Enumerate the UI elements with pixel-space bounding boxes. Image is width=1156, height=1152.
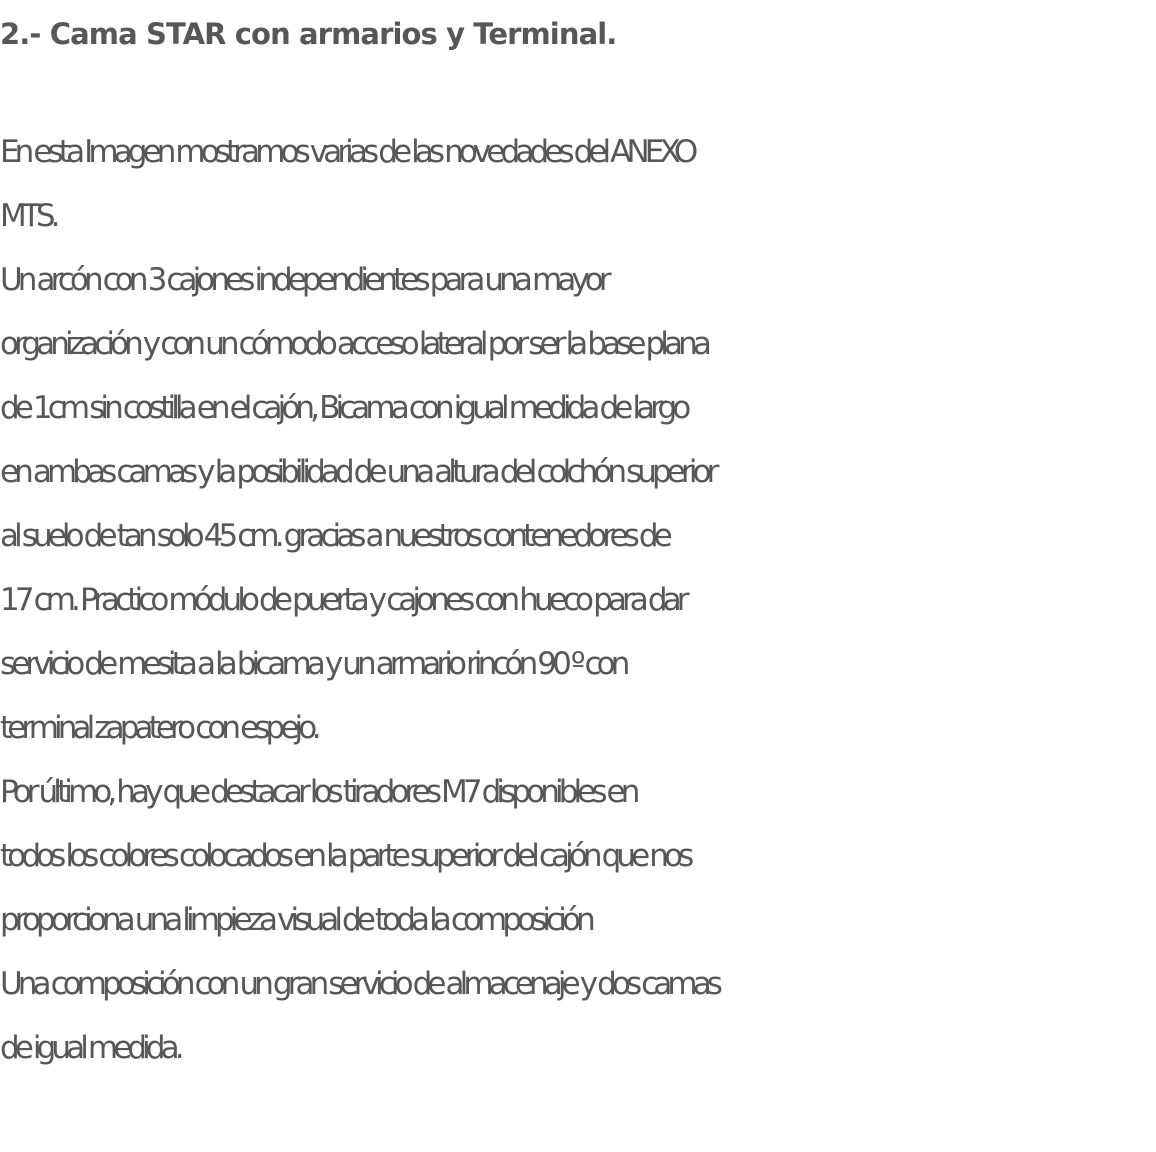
body-line: Por último, hay que destacar los tiradores M7 disponibles en [0,774,636,810]
body-line: Un arcón con 3 cajones independientes para una mayor [0,262,607,298]
body-line: proporciona una limpieza visual de toda la composición [0,902,591,938]
body-line: en ambas camas y la posibilidad de una altura del colchón superior [0,454,715,490]
body-line: de igual medida. [0,1030,180,1066]
body-line: En esta Imagen mostramos varias de las novedades del ANEXO [0,134,694,170]
body-line: al suelo de tan solo 45 cm. gracias a nuestros contenedores de [0,518,668,554]
body-line: Una composición con un gran servicio de almacenaje y dos camas [0,966,719,1002]
body-line: de 1cm sin costilla en el cajón, Bicama con igual medida de largo [0,390,687,426]
body-line: 17 cm. Practico módulo de puerta y cajones con hueco para dar [0,582,685,618]
body-line: MTS. [0,198,56,234]
body-line: servicio de mesita a la bicama y un armario rincón 90 º con [0,646,626,682]
body-line: terminal zapatero con espejo. [0,710,317,746]
body-line: todos los colores colocados en la parte superior del cajón que nos [0,838,690,874]
article-body [0,120,1156,1080]
article-title: 2.- Cama STAR con armarios y Terminal. [0,17,617,51]
body-line: organización y con un cómodo acceso lateral por ser la base plana [0,326,707,362]
